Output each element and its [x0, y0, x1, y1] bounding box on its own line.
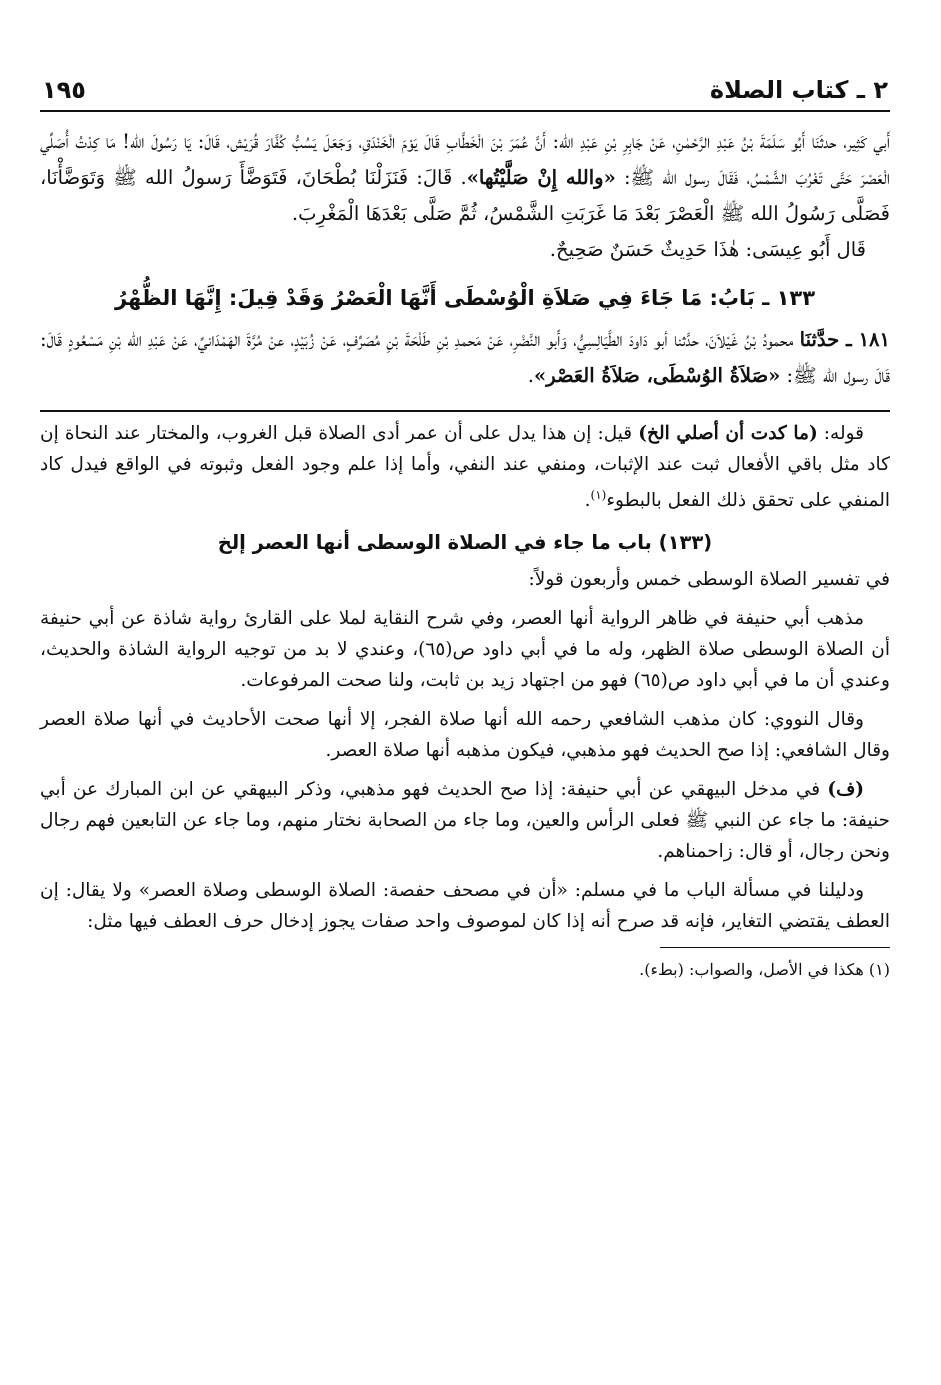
footnote-divider: [660, 947, 890, 948]
hadith-continuation: [40, 124, 890, 268]
chapter-heading: ١٣٣ ـ بَابُ: مَا جَاءَ فِي صَلاَةِ الْوُسْطَى أَنَّهَا الْعَصْرُ وَقَدْ قِيلَ: إِنَّهَا الظُّهْرُ: [114, 286, 816, 310]
p1-bold: (ما كدت أن أصلي الخ): [638, 423, 818, 444]
commentary-paragraph-5: [40, 774, 890, 867]
commentary-paragraph-4: وقال النووي: كان مذهب الشافعي رحمه الله أنها صلاة الفجر، إلا أنها صحت الأحاديث في أنها صلاة العصر وقال الشافعي: إذا صح الحديث فهو مذهبي، فيكون مذهبه أنها صلاة العصر.: [40, 709, 890, 762]
hadith-text-part1: أَبي كَثِير، حدثَنَا أَبُو سَلَمَةَ بْنُ عَبْدِ الرَّحْمٰنِ، عَنْ جَابِرِ بْنِ عَبْدِ الله: أَنَّ عُمَرَ بْنَ الْخَطَّابِ قَالَ يَوْمَ الْخَنْدَقِ، وَجَعَلَ يَسُبُّ كُفَّارَ قُرَيْش، قَالَ: يَا رَسُولَ الله! مَا كِدْتُ أُصَلِّي الْعَصْرَ حَتَّى تَغْرُبَ الشَّمْسُ، فَقَالَ رسول الله ﷺ:: [40, 130, 890, 189]
commentary: [40, 418, 890, 937]
p1-lead: قوله:: [817, 423, 864, 444]
p1-end: .: [584, 490, 591, 512]
commentary-divider: [40, 410, 890, 412]
hadith-number: ١٨١ ـ حدَّثنَا: [799, 328, 890, 351]
hadith-181-quote: «صَلاَةُ الوُسْطَى، صَلاَةُ العَصْر»: [534, 364, 781, 387]
footnote: (١) هكذا في الأصل، والصواب: (بطء).: [639, 960, 890, 980]
commentary-paragraph-3: مذهب أبي حنيفة في ظاهر الرواية أنها العصر، وفي شرح النقاية لملا على القارئ رواية شاذة عن أبي حنيفة أن الصلاة الوسطى صلاة الظهر، وله ما في أبي داود ص(٦٥)، وعندي لا بد من توجيه الرواية الشاذة والحديث، وعندي أن ما في أبي داود ص(٦٥) فهو من اجتهاد زيد بن ثابت، ولنا صحت المرفوعات.: [40, 608, 890, 692]
footnote-marker: (١): [590, 488, 607, 502]
hadith-181-text: [40, 322, 890, 394]
commentary-paragraph-6: ودليلنا في مسألة الباب ما في مسلم: «أن في مصحف حفصة: الصلاة الوسطى وصلاة العصر» ولا يقال: إن العطف يقتضي التغاير، فإنه قد صرح أنه إذا كان لموصوف واحد صفات يجوز إدخال حرف العطف فيها مثل:: [40, 880, 890, 933]
page-header: [40, 60, 890, 112]
hadith-text: [40, 124, 890, 232]
p5-bold: (ف): [827, 779, 864, 801]
hadith-181: [40, 322, 890, 394]
p1-text: قيل: إن هذا يدل على أن عمر أدى الصلاة قبل الغروب، والمختار عند النحاة إن كاد مثل باقي الأفعال ثبت عند الإثبات، ومنفي عند النفي، وأما إذا علم وجود الفعل وثبوته في الواقع فيدل كاد المنفي على تحقق ذلك الفعل بالبطوء: [40, 423, 890, 512]
commentary-subheading: (١٣٣) باب ما جاء في الصلاة الوسطى أنها العصر إلخ: [217, 531, 713, 555]
hadith-181-end: .: [527, 364, 534, 387]
p5-text: في مدخل البيهقي عن أبي حنيفة: إذا صح الحديث فهو مذهبي، وذكر البيهقي عن ابن المبارك عن أبي حنيفة: ما جاء عن النبي ﷺ فعلى الرأس والعين، وما جاء من الصحابة نختار منهم، وما جاء عن التابعين فهم رجال ونحن رجال، أو قال: زاحمناهم.: [40, 779, 890, 863]
hadith-grading: قَال أَبُو عِيسَى: هٰذَا حَدِيثٌ حَسَنٌ صَحِيحٌ.: [549, 238, 866, 261]
hadith-181-chain: محمودُ بْنُ غَيْلاَنَ، حدَّثنا أبو دَاودَ الطَّيَالِسِيُّ، وَأَبو النَّضْرِ، عَنْ مَحمدِ بْنِ طَلْحَةَ بْنِ مُصَرِّفٍ، عَنْ زُبَيْدٍ، عنْ مُرَّةَ الهَمْدَانيِّ، عَنْ عَبْدِ الله بْنِ مَسْعُودٍ قَالَ: قَالَ رسول الله ﷺ:: [40, 328, 890, 387]
commentary-paragraph-2: في تفسير الصلاة الوسطى خمس وأربعون قولاً:: [528, 569, 890, 591]
document-page: [40, 60, 890, 982]
hadith-quote: «والله إِنْ صَلَّيْتُها»: [466, 166, 616, 189]
commentary-paragraph-1: [40, 418, 890, 516]
hadith-text-part2: . قَالَ: فَنَزَلْنَا بُطْحَانَ، فَتَوَضَّأَ رَسولُ الله ﷺ وَتَوَضَّأْنَا، فَصَلَّى رَسُولُ الله ﷺ الْعَصْرَ بَعْدَ مَا غَرَبَتِ الشَّمْسُ، ثُمَّ صَلَّى بَعْدَهَا الْمَغْرِبَ.: [40, 166, 890, 225]
chapter-title: ٢ ـ كتاب الصلاة: [709, 76, 888, 104]
page-number: ١٩٥: [42, 76, 86, 104]
